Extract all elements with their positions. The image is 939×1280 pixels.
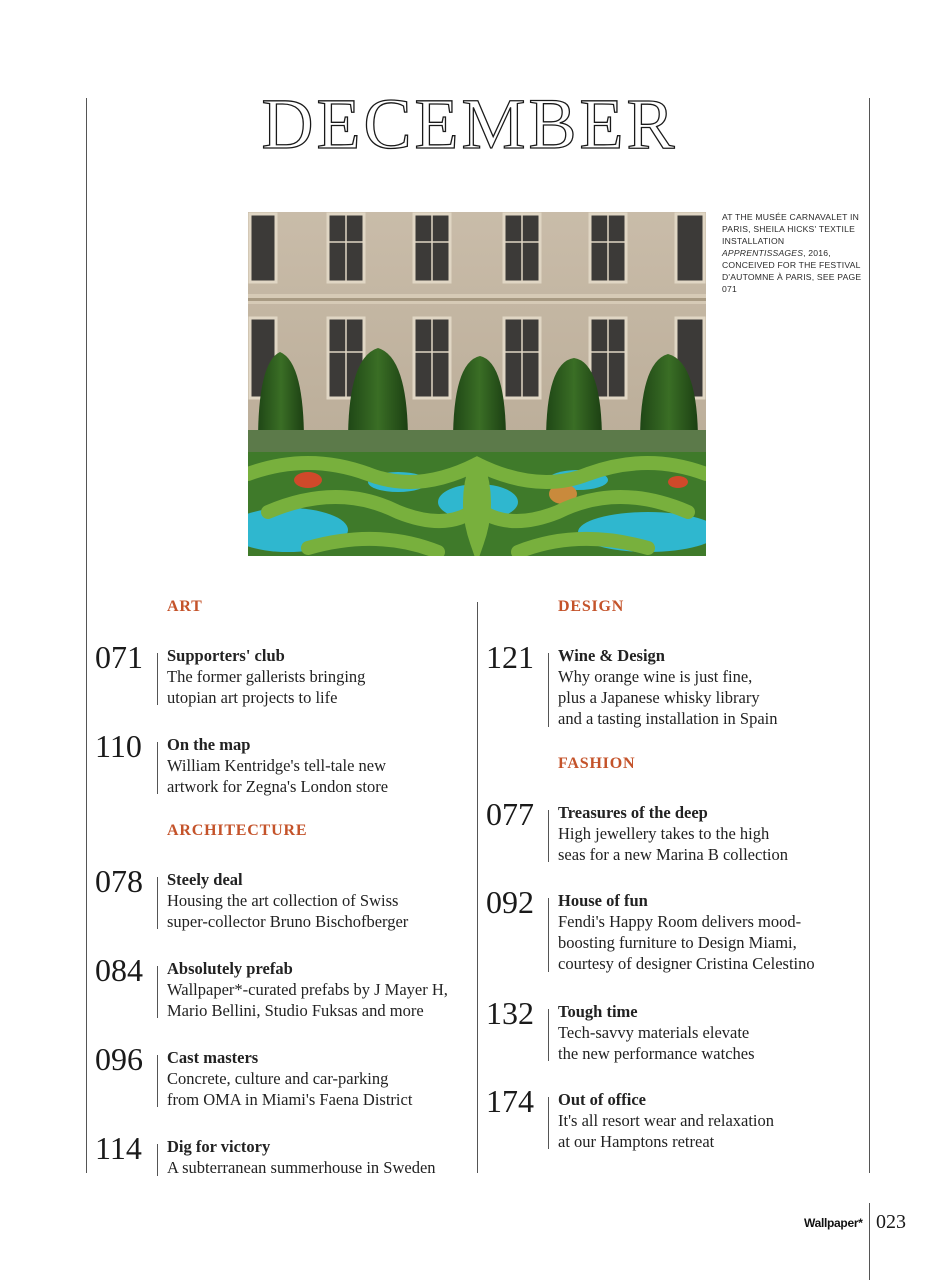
page-title: DECEMBER — [261, 84, 678, 164]
entry-rule — [157, 877, 158, 929]
page-number: 114 — [95, 1130, 142, 1166]
page-number: 084 — [95, 952, 143, 988]
entry-description-line: Concrete, culture and car-parking — [167, 1069, 389, 1088]
caption-tail: , 2016, CONCEIVED FOR THE FESTIVAL D'AUTOMNE À PARIS, SEE PAGE 071 — [722, 248, 862, 294]
entry-rule — [157, 966, 158, 1018]
entry-title: Treasures of the deep — [558, 803, 708, 822]
entry-description-line: Wallpaper*-curated prefabs by J Mayer H, — [167, 980, 448, 999]
entry-rule — [548, 810, 549, 862]
page-number: 121 — [486, 639, 534, 675]
entry-description-line: utopian art projects to life — [167, 688, 338, 707]
page-number: 078 — [95, 863, 143, 899]
entry-description-line: super-collector Bruno Bischofberger — [167, 912, 409, 931]
entry-description-line: Housing the art collection of Swiss — [167, 891, 399, 910]
toc-entry-110[interactable] — [95, 728, 415, 824]
entry-rule — [157, 1144, 158, 1176]
toc-entry-077[interactable] — [486, 796, 806, 892]
entry-description-line: plus a Japanese whisky library — [558, 688, 760, 707]
entry-title: Steely deal — [167, 870, 243, 889]
entry-rule — [157, 653, 158, 705]
entry-rule — [157, 742, 158, 794]
entry-description-line: boosting furniture to Design Miami, — [558, 933, 797, 952]
toc-entry-092[interactable] — [486, 884, 815, 990]
entry-rule — [548, 898, 549, 972]
entry-title: Supporters' club — [167, 646, 285, 665]
right-margin-rule — [869, 98, 870, 1173]
toc-entry-096[interactable] — [95, 1041, 415, 1137]
entry-description-line: William Kentridge's tell-tale new — [167, 756, 387, 775]
entry-description-line: Why orange wine is just fine, — [558, 667, 753, 686]
page-number: 174 — [486, 1083, 534, 1119]
entry-rule — [548, 1009, 549, 1061]
entry-description-line: and a tasting installation in Spain — [558, 709, 778, 728]
page-number: 132 — [486, 995, 534, 1031]
toc-entry-132[interactable] — [486, 995, 806, 1091]
left-margin-rule — [86, 98, 87, 1173]
toc-entry-078[interactable] — [95, 863, 415, 959]
page-number: 096 — [95, 1041, 143, 1077]
toc-entry-084[interactable] — [95, 952, 448, 1048]
entry-description-line: Fendi's Happy Room delivers mood- — [558, 912, 802, 931]
entry-rule — [548, 653, 549, 727]
magazine-brand: Wallpaper* — [804, 1216, 863, 1230]
garden-photo — [248, 212, 706, 556]
section-heading-design: DESIGN — [558, 598, 625, 615]
entry-description-line: It's all resort wear and relaxation — [558, 1111, 775, 1130]
section-heading-architecture: ARCHITECTURE — [167, 822, 308, 839]
entry-description-line: The former gallerists bringing — [167, 667, 366, 686]
entry-rule — [157, 1055, 158, 1107]
caption-lead: AT THE MUSÉE CARNAVALET IN PARIS, SHEILA HICKS' TEXTILE INSTALLATION — [722, 212, 859, 246]
page-number: 110 — [95, 728, 142, 764]
toc-entry-121[interactable] — [486, 639, 806, 745]
entry-description-line: from OMA in Miami's Faena District — [167, 1090, 413, 1109]
entry-title: Tough time — [558, 1002, 638, 1021]
entry-rule — [548, 1097, 549, 1149]
entry-description-line: Mario Bellini, Studio Fuksas and more — [167, 1001, 424, 1020]
entry-description-line: courtesy of designer Cristina Celestino — [558, 954, 815, 973]
entry-description-line: High jewellery takes to the high — [558, 824, 770, 843]
section-heading-fashion: FASHION — [558, 755, 636, 772]
entry-description-line: A subterranean summerhouse in Sweden — [167, 1158, 436, 1177]
folio-page-number: 023 — [876, 1211, 906, 1233]
entry-title: House of fun — [558, 891, 648, 910]
section-heading-art: ART — [167, 598, 203, 615]
entry-title: Wine & Design — [558, 646, 665, 665]
column-divider-rule — [477, 602, 478, 1173]
caption-work-title: APPRENTISSAGES — [722, 248, 804, 258]
entry-description-line: at our Hamptons retreat — [558, 1132, 715, 1151]
entry-description-line: seas for a new Marina B collection — [558, 845, 789, 864]
entry-title: Out of office — [558, 1090, 646, 1109]
page-number: 092 — [486, 884, 534, 920]
toc-entry-114[interactable] — [95, 1130, 436, 1180]
page-number: 071 — [95, 639, 143, 675]
photo-caption — [722, 211, 862, 295]
toc-entry-071[interactable] — [95, 639, 415, 735]
entry-title: Cast masters — [167, 1048, 259, 1067]
entry-title: Dig for victory — [167, 1137, 271, 1156]
entry-description-line: the new performance watches — [558, 1044, 755, 1063]
entry-description-line: Tech-savvy materials elevate — [558, 1023, 750, 1042]
footer-rule — [869, 1203, 870, 1280]
entry-description-line: artwork for Zegna's London store — [167, 777, 389, 796]
toc-entry-174[interactable] — [486, 1083, 806, 1179]
page-number: 077 — [486, 796, 534, 832]
entry-title: Absolutely prefab — [167, 959, 293, 978]
entry-title: On the map — [167, 735, 251, 754]
